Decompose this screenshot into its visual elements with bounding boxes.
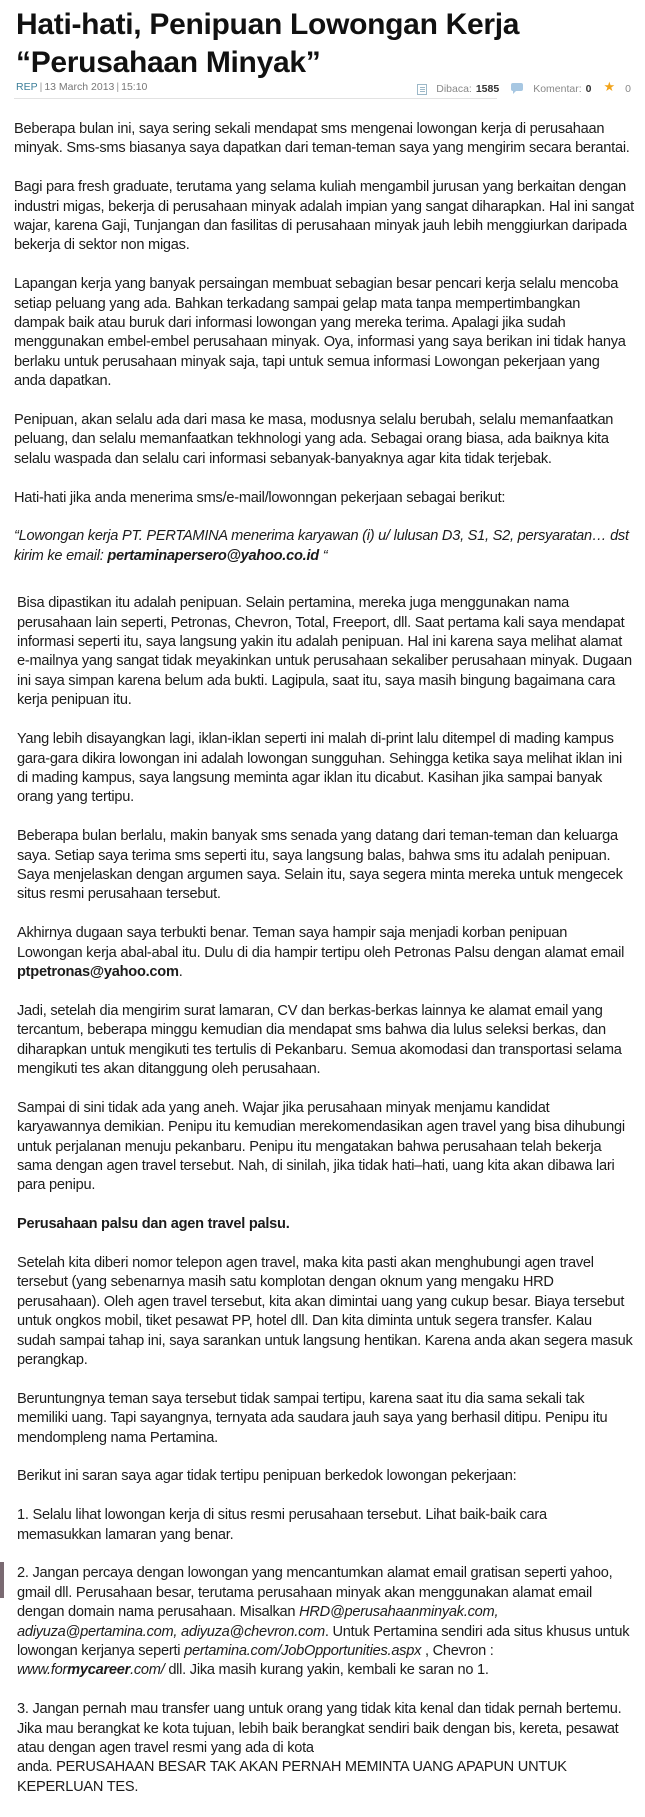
tip-text: dll. Jika masih kurang yakin, kembali ke saran no 1. [164, 1662, 489, 1679]
paragraph: Jadi, setelah dia mengirim surat lamaran, CV dan berkas-berkas lainnya ke alamat email yang tercantum, beberapa minggu kemudian dia mendapat sms bahwa dia lulus seleksi berkas, dan diharapkan untuk mengikuti tes tertulis di Pekanbaru. Semua akomodasi dan transportasi selama mengikuti tes akan ditanggung oleh perusahaan. [17, 1002, 622, 1077]
tip-text: 2. Jangan percaya dengan lowongan yang mencantumkan alamat email gratisan seperti yahoo, gmail dll. Perusahaan besar, terutama perusahaan minyak akan menggunakan alamat email dengan domain nama perusahaan. Misalkan [17, 1565, 613, 1621]
comments-count: 0 [585, 83, 592, 95]
comment-icon[interactable] [511, 83, 523, 91]
meta-separator: | [116, 81, 120, 93]
paragraph-end: . [178, 963, 183, 980]
example-emails: HRD@perusahaanminyak.com, adiyuza@pertamina.com, adiyuza@chevron.com [17, 1604, 499, 1640]
tip-text: , Chevron : [421, 1643, 494, 1660]
tip-item [17, 1564, 634, 1680]
url-part: .com/ [130, 1662, 165, 1679]
pertamina-url[interactable]: pertamina.com/JobOpportunities.aspx [184, 1643, 422, 1660]
tip-item [17, 1700, 634, 1797]
paragraph: Beruntungnya teman saya tersebut tidak sampai tertipu, karena saat itu dia sama sekali tak memiliki uang. Tapi sayangnya, ternyata ada saudara jauh saya yang berhasil ditipu. Penipu itu mendompleng nama Pertamina. [17, 1390, 608, 1446]
article-time: 15:10 [121, 81, 148, 93]
scam-email: ptpetronas@yahoo.com [17, 963, 179, 980]
views-label: Dibaca: [436, 83, 472, 95]
article-stats [417, 81, 631, 97]
rating-count: 0 [625, 83, 631, 95]
paragraph: Beberapa bulan ini, saya sering sekali mendapat sms mengenai lowongan kerja di perusahaan minyak. Sms-sms biasanya saya dapatkan dari teman-teman saya yang mengirim secara berantai. [14, 121, 630, 157]
tip-text: anda. PERUSAHAAN BESAR TAK AKAN PERNAH MEMINTA UANG APAPUN UNTUK KEPERLUAN TES. [17, 1759, 567, 1795]
quote-text: “Lowongan kerja PT. PERTAMINA menerima karyawan (i) u/ lulusan D3, S1, S2, persyaratan… dst kirim ke email: [14, 528, 629, 564]
article-body [14, 120, 634, 1817]
paragraph-text: Akhirnya dugaan saya terbukti benar. Teman saya hampir saja menjadi korban penipuan Lowongan kerja abal-abal itu. Dulu di dia hampir tertipu oleh Petronas Palsu dengan alamat email [17, 925, 625, 961]
meta-separator: | [39, 81, 43, 93]
star-icon[interactable]: ★ [603, 79, 616, 94]
comments-label: Komentar: [533, 83, 582, 95]
paragraph: Bisa dipastikan itu adalah penipuan. Selain pertamina, mereka juga menggunakan nama perusahaan lain seperti, Petronas, Chevron, Total, Freeport, dll. Saat pertama kali saya mendapat informasi seperti itu, saya langsung yakin itu adalah penipuan. Hal ini karena saya melihat alamat e-mailnya yang sangat tidak meyakinkan untuk perusahaan sekaliber perusahaan minyak. Dugaan ini saya simpan karena belum ada bukti. Lagipula, saat itu, saya masih bingung bagaimana cara kerja penipuan itu. [17, 595, 632, 709]
document-icon [417, 84, 427, 95]
scam-email: pertaminapersero@yahoo.co.id [107, 547, 319, 564]
paragraph: Penipuan, akan selalu ada dari masa ke masa, modusnya selalu berubah, selalu memanfaatkan peluang, dan selalu memanfaatkan tekhnologi yang ada. Sebagai orang biasa, ada baiknya kita selalu waspada dan selalu cari informasi sebanyak-banyaknya agar kita tidak terjebak. [14, 412, 614, 467]
paragraph: Setelah kita diberi nomor telepon agen travel, maka kita pasti akan menghubungi agen travel tersebut (yang sebenarnya masih satu komplotan dengan oknum yang mengaku HRD perusahaan). Oleh agen travel tersebut, kita akan dimintai uang yang cukup besar. Biaya tersebut untuk ongkos mobil, tiket pesawat PP, hotel dll. Dan kita diminta untuk segera transfer. Kalau sudah sampai tahap ini, saya sarankan untuk langsung hentikan. Karena anda akan segera masuk perangkap. [17, 1254, 633, 1368]
article-date: 13 March 2013 [44, 81, 115, 93]
tip-text: 3. Jangan pernah mau transfer uang untuk orang yang tidak kita kenal dan tidak pernah bertemu. Jika mau berangkat ke kota tujuan, lebih baik berangkat sendiri baik dengan bis, kereta, pesawat atau dengan agen travel resmi yang ada di kota [17, 1701, 622, 1757]
tip-text: . Untuk Pertamina sendiri ada situs khusus untuk lowongan kerjanya seperti [17, 1623, 630, 1660]
paragraph: Sampai di sini tidak ada yang aneh. Wajar jika perusahaan minyak menjamu kandidat karyawannya demikian. Penipu itu kemudian merekomendasikan agen travel yang bisa dihubungi untuk perjalanan menuju pekanbaru. Penipu itu mengatakan bahwa perusahaan telah bekerja sama dengan agen travel tersebut. Nah, di sinilah, jika tidak hati–hati, uang kita akan dibawa lari para penipu. [17, 1099, 625, 1194]
scam-quote [14, 527, 634, 566]
paragraph: Beberapa bulan berlalu, makin banyak sms senada yang datang dari teman-teman dan keluarga saya. Setiap saya terima sms seperti itu, saya langsung balas, bahwa sms itu adalah penipuan. Saya menjelaskan dengan argumen saya. Selain itu, saya segera minta mereka untuk mengecek situs resmi perusahaan tersebut. [17, 828, 623, 903]
paragraph: Lapangan kerja yang banyak persaingan membuat sebagian besar pencari kerja selalu mencoba setiap peluang yang ada. Bahkan terkadang sampai gelap mata tanpa mempertimbangkan dampak baik atau buruk dari informasi lowongan yang mereka terima. Apalagi jika sudah menggunakan embel-embel perusahaan minyak. Oya, informasi yang saya berikan ini tidak hanya berlaku untuk perusahaan minyak saja, tapi untuk semua informasi Lowongan pekerjaan yang anda dapatkan. [14, 276, 626, 390]
section-heading: Perusahaan palsu dan agen travel palsu. [17, 1216, 290, 1233]
tip-item: 1. Selalu lihat lowongan kerja di situs resmi perusahaan tersebut. Lihat baik-baik cara memasukkan lamaran yang benar. [17, 1507, 547, 1543]
paragraph [17, 924, 634, 982]
url-part: www.for [17, 1662, 68, 1679]
header-divider [14, 98, 497, 99]
paragraph: Berikut ini saran saya agar tidak tertipu penipuan berkedok lowongan pekerjaan: [17, 1468, 517, 1485]
author-link[interactable]: REP [16, 81, 38, 93]
side-marker [0, 1562, 4, 1598]
article-title: Hati-hati, Penipuan Lowongan Kerja “Perusahaan Minyak” [16, 8, 520, 79]
paragraph: Yang lebih disayangkan lagi, iklan-iklan seperti ini malah di-print lalu ditempel di mading kampus gara-gara dikira lowongan ini adalah lowongan sungguhan. Sehingga ketika saya melihat iklan ini di mading kampus, saya langsung meminta agar iklan itu dicabut. Kasihan jika sampai banyak orang yang tertipu. [17, 731, 623, 806]
chevron-url[interactable] [17, 1662, 165, 1678]
url-part: mycareer [67, 1662, 131, 1679]
views-count: 1585 [475, 83, 500, 95]
paragraph: Hati-hati jika anda menerima sms/e-mail/lowonngan pekerjaan sebagai berikut: [14, 489, 506, 506]
paragraph: Bagi para fresh graduate, terutama yang selama kuliah mengambil jurusan yang berkaitan dengan industri migas, bekerja di perusahaan minyak adalah impian yang sangat diharapkan. Hal ini sangat wajar, karena Gaji, Tunjangan dan fasilitas di perusahaan minyak jauh lebih menggiurkan daripada bekerja di sektor non migas. [14, 179, 634, 254]
quote-end: “ [318, 547, 328, 564]
